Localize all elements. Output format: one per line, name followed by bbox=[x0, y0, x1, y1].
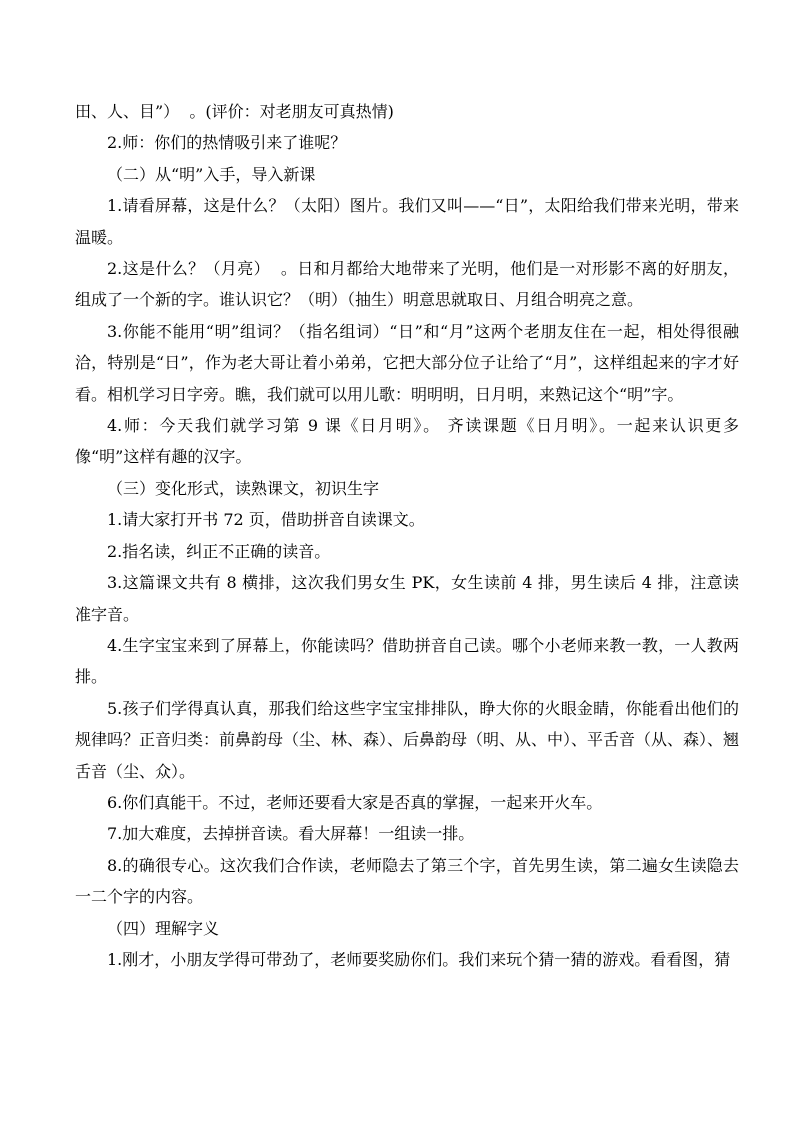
section-heading-3: （三）变化形式，读熟课文，初识生字 bbox=[107, 478, 380, 498]
paragraph-guessing-game: 1.刚才，小朋友学得可带劲了，老师要奖励你们。我们来玩个猜一猜的游戏。看看图，猜 bbox=[107, 949, 731, 969]
paragraph-new-characters: 4.生字宝宝来到了屏幕上，你能读吗？借助拼音自己读。哪个小老师来教一教，一人教两排。 bbox=[75, 635, 739, 687]
paragraph-lesson-title: 4.师：今天我们就学习第 9 课《日月明》。 齐读课题《日月明》。一起来认识更多像“明”这样有趣的汉字。 bbox=[75, 416, 739, 467]
paragraph-sun: 1.请看屏幕，这是什么？（太阳）图片。我们又叫——“日”，太阳给我们带来光明，带来温暖。 bbox=[75, 196, 739, 247]
paragraph-pronunciation-groups: 5.孩子们学得真认真，那我们给这些字宝宝排排队，睁大你的火眼金睛，你能看出他们的规律吗？正音归类：前鼻韵母（尘、林、森）、后鼻韵母（明、从、中）、平舌音（从、森）、翘舌音（尘、众）。 bbox=[75, 698, 740, 781]
paragraph-cooperative-reading: 8.的确很专心。这次我们合作读，老师隐去了第三个字，首先男生读，第二遍女生读隐去一二个字的内容。 bbox=[75, 855, 739, 907]
paragraph-no-pinyin: 7.加大难度，去掉拼音读。看大屏幕！一组读一排。 bbox=[107, 824, 475, 844]
paragraph-train-game: 6.你们真能干。不过，老师还要看大家是否真的掌握，一起来开火车。 bbox=[107, 792, 603, 812]
paragraph-ming-words: 3.你能不能用“明”组词？（指名组词）“日”和“月”这两个老朋友住在一起，相处得很融洽，特别是“日”，作为老大哥让着小弟弟，它把大部分位子让给了“月”，这样组起来的字才好看。相机学习日字旁。瞧，我们就可以用儿歌：明明明，日月明，来熟记这个“明”字。 bbox=[75, 321, 739, 404]
paragraph-teacher-question: 2.师：你们的热情吸引来了谁呢？ bbox=[107, 133, 347, 153]
section-heading-2: （二）从“明”入手，导入新课 bbox=[107, 164, 316, 184]
paragraph-correct-reading: 2.指名读，纠正不正确的读音。 bbox=[107, 541, 331, 561]
section-heading-4: （四）理解字义 bbox=[107, 918, 220, 938]
paragraph-moon: 2.这是什么？（月亮） 。日和月都给大地带来了光明，他们是一对形影不离的好朋友，组成了一个新的字。谁认识它？（明）（抽生）明意思就取日、月组合明亮之意。 bbox=[75, 259, 739, 310]
paragraph-continuation: 田、人、目”） 。(评价：对老朋友可真热情) bbox=[75, 102, 394, 121]
paragraph-open-book: 1.请大家打开书 72 页，借助拼音自读课文。 bbox=[107, 510, 425, 530]
document-body bbox=[75, 96, 739, 975]
paragraph-pk-reading: 3.这篇课文共有 8 横排，这次我们男女生 PK，女生读前 4 排，男生读后 4 排，注意读准字音。 bbox=[75, 573, 739, 624]
